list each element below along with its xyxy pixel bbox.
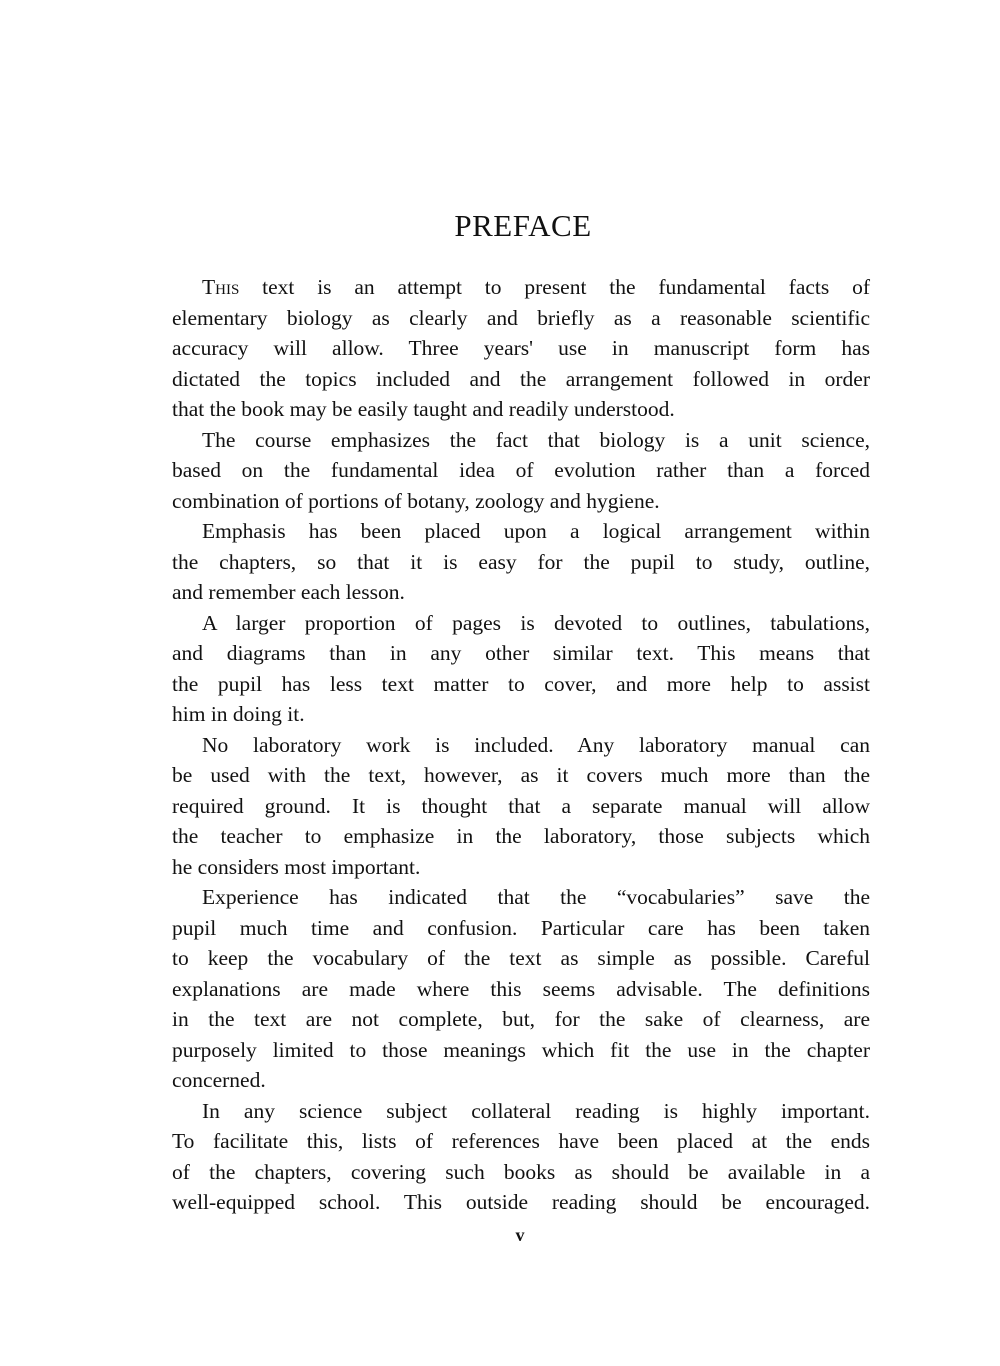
text-line: A larger proportion of pages is devoted to outlines, tabulations,: [202, 610, 870, 635]
text-line: the chapters, so that it is easy for the pupil to study, outline,: [172, 549, 870, 574]
text-line: purposely limited to those meanings which fit the use in the chapter: [172, 1037, 870, 1062]
text-line: concerned.: [172, 1068, 266, 1092]
text-line: be used with the text, however, as it covers much more than the: [172, 763, 870, 787]
text-line: the teacher to emphasize in the laboratory, those subjects which: [172, 824, 870, 848]
text-line: that the book may be easily taught and readily understood.: [172, 397, 675, 421]
text-line: dictated the topics included and the arrangement followed in order: [172, 366, 870, 391]
page-number: v: [515, 1225, 525, 1245]
drop-word: This: [202, 275, 240, 299]
paragraph-3: [172, 516, 870, 608]
paragraph-6: [172, 882, 870, 1096]
text-line: the pupil has less text matter to cover, and more help to assist: [172, 671, 870, 696]
paragraph-1: [172, 272, 870, 425]
text-line: and remember each lesson.: [172, 580, 405, 604]
text-line: required ground. It is thought that a separate manual will allow: [172, 793, 870, 818]
text-line: Emphasis has been placed upon a logical arrangement within: [202, 519, 870, 543]
text-line: based on the fundamental idea of evolution rather than a forced: [172, 458, 870, 482]
text-line: him in doing it.: [172, 702, 305, 726]
text-line: to keep the vocabulary of the text as simple as possible. Careful: [172, 946, 870, 970]
text-line: accuracy will allow. Three years' use in manuscript form has: [172, 336, 870, 360]
text-line: No laboratory work is included. Any laboratory manual can: [202, 732, 870, 757]
text-line: and diagrams than in any other similar text. This means that: [172, 641, 870, 665]
text-line: This text is an attempt to present the fundamental facts of: [202, 275, 870, 299]
paragraph-7: [172, 1096, 870, 1218]
text-line: In any science subject collateral reading is highly important.: [202, 1098, 870, 1123]
preface-body: [172, 272, 870, 1218]
text-line: elementary biology as clearly and briefly as a reasonable scientific: [172, 305, 870, 330]
text-line: well-equipped school. This outside reading should be encouraged.: [172, 1190, 870, 1214]
text-line: pupil much time and confusion. Particular care has been taken: [172, 915, 870, 940]
text-line: Experience has indicated that the “vocabularies” save the: [202, 885, 870, 909]
text-line: explanations are made where this seems advisable. The definitions: [172, 976, 870, 1001]
text-line: in the text are not complete, but, for the sake of clearness, are: [172, 1007, 870, 1031]
text-line: he considers most important.: [172, 854, 421, 879]
page-title: PREFACE: [454, 208, 592, 243]
paragraph-4: [172, 608, 870, 730]
paragraph-2: [172, 425, 870, 517]
paragraph-5: [172, 730, 870, 883]
text-line: combination of portions of botany, zoology and hygiene.: [172, 488, 660, 513]
text-line: To facilitate this, lists of references have been placed at the ends: [172, 1129, 870, 1153]
text-line: The course emphasizes the fact that biology is a unit science,: [202, 427, 870, 452]
text-line: of the chapters, covering such books as should be available in a: [172, 1159, 870, 1184]
